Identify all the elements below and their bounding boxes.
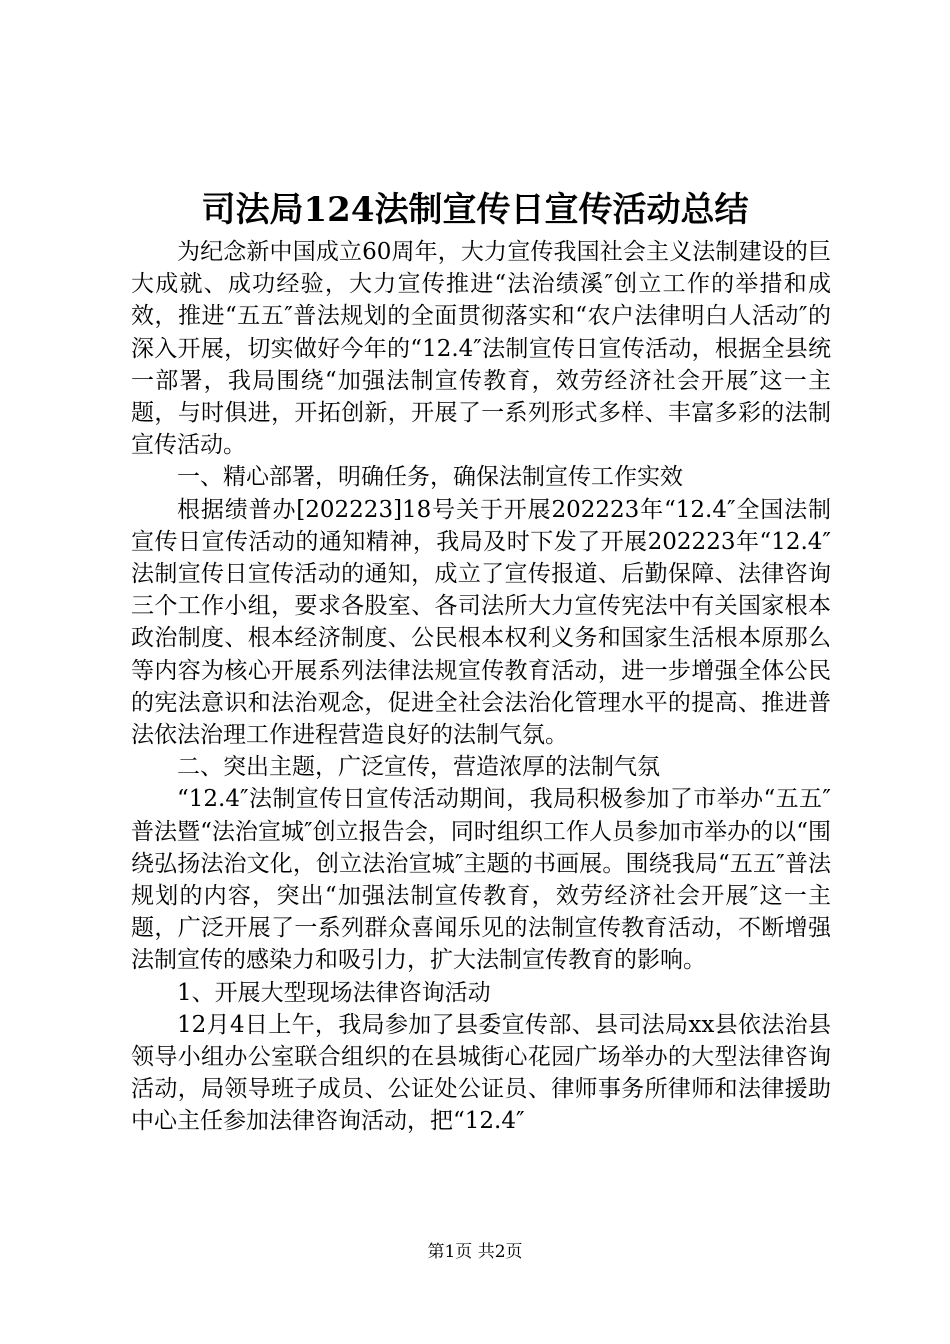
section-heading-1: 一、精心部署，明确任务，确保法制宣传工作实效 xyxy=(177,464,683,491)
page-number-footer: 第1页 共2页 xyxy=(427,1242,523,1262)
paragraph-subsection-1: 12月4日上午，我局参加了县委宣传部、县司法局xx县依法治县领导小组办公室联合组织的在县城街心花园广场举办的大型法律咨询活动，局领导班子成员、公证处公证员、律师事务所律师和法律援助中心主任参加法律咨询活动，把“12.4″ xyxy=(131,1011,831,1135)
document-body xyxy=(131,236,831,1138)
subsection-heading-1: 1、开展大型现场法律咨询活动 xyxy=(177,979,491,1006)
paragraph-intro: 为纪念新中国成立60周年，大力宣传我国社会主义法制建设的巨大成就、成功经验，大力宣传推进“法治绩溪″创立工作的举措和成效，推进“五五″普法规划的全面贯彻落实和“农户法律明白人活动″的深入开展，切实做好今年的“12.4″法制宣传日宣传活动，根据全县统一部署，我局围绕“加强法制宣传教育，效劳经济社会开展″这一主题，与时俱进，开拓创新，开展了一系列形式多样、丰富多彩的法制宣传活动。 xyxy=(131,239,831,459)
paragraph-section-2: “12.4″法制宣传日宣传活动期间，我局积极参加了市举办“五五″普法暨“法治宣城″创立报告会，同时组织工作人员参加市举办的以“围绕弘扬法治文化，创立法治宣城″主题的书画展。围绕我局“五五″普法规划的内容，突出“加强法制宣传教育，效劳经济社会开展″这一主题，广泛开展了一系列群众喜闻乐见的法制宣传教育活动，不断增强法制宣传的感染力和吸引力，扩大法制宣传教育的影响。 xyxy=(131,786,831,974)
paragraph-section-1: 根据绩普办[202223]18号关于开展202223年“12.4″全国法制宣传日宣传活动的通知精神，我局及时下发了开展202223年“12.4″法制宣传日宣传活动的通知，成立了宣传报道、后勤保障、法律咨询三个工作小组，要求各股室、各司法所大力宣传宪法中有关国家根本政治制度、根本经济制度、公民根本权利义务和国家生活根本原那么等内容为核心开展系列法律法规宣传教育活动，进一步增强全体公民的宪法意识和法治观念，促进全社会法治化管理水平的提高、推进普法依法治理工作进程营造良好的法制气氛。 xyxy=(131,496,831,749)
section-heading-2: 二、突出主题，广泛宣传，营造浓厚的法制气氛 xyxy=(177,754,660,781)
document-title: 司法局124法制宣传日宣传活动总结 xyxy=(201,190,749,230)
